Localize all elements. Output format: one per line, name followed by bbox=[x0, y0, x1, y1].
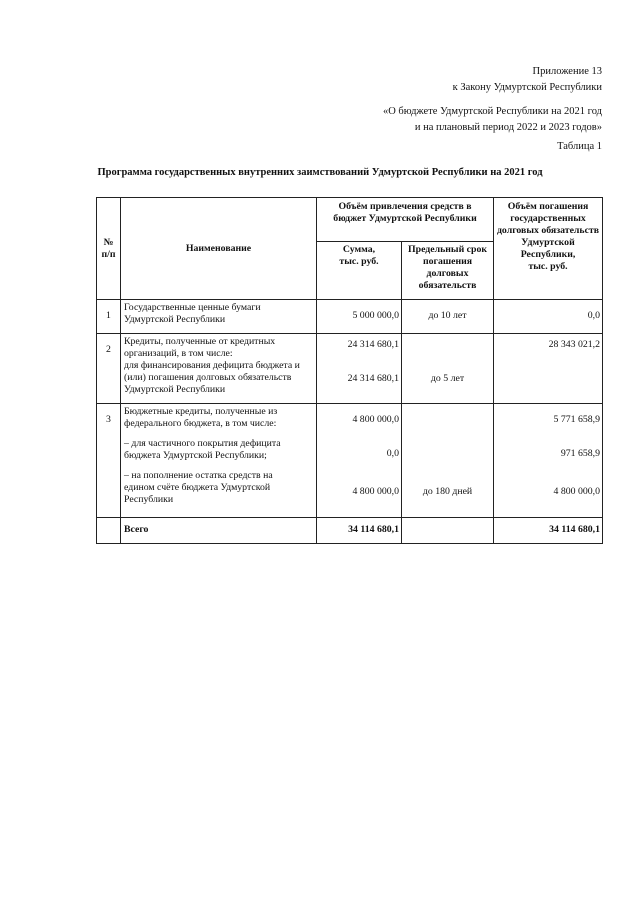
borrowing-program-table bbox=[96, 197, 603, 544]
column-number-header: № п/п bbox=[97, 198, 121, 300]
row-number bbox=[97, 518, 121, 544]
column-term-header: Предельный срок погашения долговых обязательств bbox=[402, 242, 494, 300]
column-attract-header: Объём привлечения средств в бюджет Удмуртской Республики bbox=[317, 198, 494, 242]
total-term bbox=[402, 518, 494, 544]
table-header-row bbox=[97, 198, 603, 242]
row-number: 2 bbox=[97, 334, 121, 404]
row-name: Государственные ценные бумаги Удмуртской Республики bbox=[121, 300, 317, 334]
table-row bbox=[97, 300, 603, 334]
total-repay: 34 114 680,1 bbox=[494, 518, 603, 544]
row-sum: 4 800 000,0 0,0 4 800 000,0 bbox=[317, 404, 402, 518]
document-title: Программа государственных внутренних заимствований Удмуртской Республики на 2021 год bbox=[97, 167, 543, 178]
document-header bbox=[383, 64, 602, 135]
row-repay: 0,0 bbox=[494, 300, 603, 334]
table-total-row bbox=[97, 518, 603, 544]
column-sum-header: Сумма, тыс. руб. bbox=[317, 242, 402, 300]
row-number: 1 bbox=[97, 300, 121, 334]
row-repay: 5 771 658,9 971 658,9 4 800 000,0 bbox=[494, 404, 603, 518]
row-name: Кредиты, полученные от кредитных организаций, в том числе: для финансирования дефицита бюджета и (или) погашения долговых обязательств Удмуртской Республики bbox=[121, 334, 317, 404]
law-title-line1: «О бюджете Удмуртской Республики на 2021 год bbox=[382, 106, 602, 117]
column-repay-header: Объём погашения государственных долговых обязательств Удмуртской Республики, тыс. руб. bbox=[494, 198, 603, 300]
row-term: до 10 лет bbox=[402, 300, 494, 334]
row-name: Бюджетные кредиты, полученные из федерального бюджета, в том числе: – для частичного покрытия дефицита бюджета Удмуртской Республики; – на пополнение остатка средств на едином счёте бюджета Удмуртской Республики bbox=[121, 404, 317, 518]
table-row bbox=[97, 334, 603, 404]
appendix-label: Приложение 13 bbox=[532, 66, 602, 77]
column-name-header: Наименование bbox=[121, 198, 317, 300]
row-sum: 5 000 000,0 bbox=[317, 300, 402, 334]
total-label: Всего bbox=[121, 518, 317, 544]
row-term: до 5 лет bbox=[402, 334, 494, 404]
row-sum: 24 314 680,1 24 314 680,1 bbox=[317, 334, 402, 404]
row-term: до 180 дней bbox=[402, 404, 494, 518]
law-title-line2: и на плановый период 2022 и 2023 годов» bbox=[414, 121, 602, 133]
table-label: Таблица 1 bbox=[557, 141, 602, 152]
row-number: 3 bbox=[97, 404, 121, 518]
law-label: к Закону Удмуртской Республики bbox=[452, 81, 602, 93]
row-repay: 28 343 021,2 bbox=[494, 334, 603, 404]
total-sum: 34 114 680,1 bbox=[317, 518, 402, 544]
table-row bbox=[97, 404, 603, 518]
